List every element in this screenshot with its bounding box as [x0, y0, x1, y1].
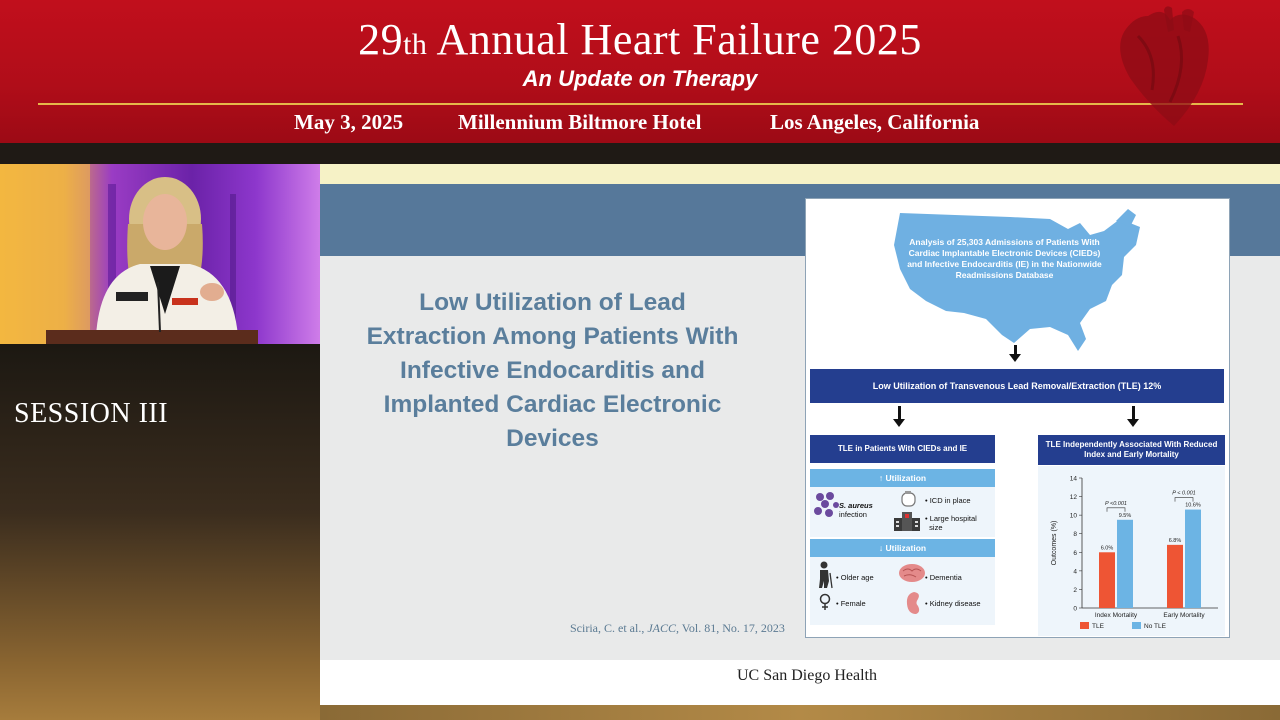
conference-location: Los Angeles, California — [770, 110, 980, 134]
citation-authors: Sciria, C. et al., — [570, 621, 648, 635]
y-tick-label: 4 — [1073, 568, 1077, 576]
bar — [1185, 510, 1201, 608]
conference-venue: Millennium Biltmore Hotel — [458, 110, 702, 134]
significance-bracket — [1107, 508, 1125, 512]
y-axis-label: Outcomes (%) — [1051, 520, 1058, 566]
bar — [1117, 520, 1133, 608]
slide-top-stripe — [320, 164, 1280, 184]
arrow-down-icon — [898, 406, 901, 420]
heart-logo-icon — [1108, 6, 1223, 131]
title-ordinal: th — [403, 28, 428, 61]
female-item: • Female — [836, 599, 866, 608]
tle-mortality-header: TLE Independently Associated With Reduced Index and Early Mortality — [1038, 435, 1225, 465]
session-label: SESSION III — [14, 398, 169, 429]
conference-subtitle: An Update on Therapy — [522, 66, 758, 91]
y-tick-label: 6 — [1073, 549, 1077, 557]
decreased-utilization-bar: ↓ Utilization — [810, 539, 995, 557]
study-population-text: Analysis of 25,303 Admissions of Patients With Cardiac Implantable Electronic Devices (CIEDs) and Infective Endocarditis (IE) in the Nationwide Readmissions Database — [907, 237, 1102, 280]
x-category-label: Index Mortality — [1094, 612, 1138, 619]
mortality-chart-panel — [1038, 466, 1225, 636]
slide-bottom-stripe — [320, 705, 1280, 720]
p-value-annotation: P <0.001 — [1105, 500, 1127, 507]
title-number: 29 — [358, 15, 404, 64]
p-value-annotation: P < 0.001 — [1172, 490, 1196, 497]
bar — [1099, 552, 1115, 608]
hospital-text-2: size — [929, 523, 943, 532]
y-tick-label: 14 — [1069, 475, 1077, 483]
s-aureus-item — [839, 501, 873, 519]
mortality-bar-chart — [1038, 466, 1225, 636]
speaker-image — [0, 164, 320, 344]
citation-journal: JACC, — [647, 621, 679, 635]
banner-divider — [38, 103, 1243, 105]
conference-title — [0, 14, 1280, 65]
y-tick-label: 0 — [1073, 605, 1077, 613]
slide-citation — [570, 621, 785, 636]
infection-text: infection — [839, 510, 867, 519]
tle-utilization-bar: Low Utilization of Transvenous Lead Removal/Extraction (TLE) 12% — [810, 369, 1224, 403]
increased-utilization-bar: ↑ Utilization — [810, 469, 995, 487]
hospital-icon — [892, 510, 922, 532]
conference-banner — [0, 0, 1280, 143]
conference-date: May 3, 2025 — [294, 110, 404, 134]
arrowhead-icon — [1009, 354, 1021, 362]
arrowhead-icon — [1127, 419, 1139, 427]
slide-title: Low Utilization of Lead Extraction Among Patients With Infective Endocarditis and Implanted Cardiac Electronic Devices — [366, 289, 739, 452]
title-rest: Annual Heart Failure 2025 — [436, 15, 922, 64]
y-tick-label: 2 — [1073, 586, 1077, 594]
tle-patients-header: TLE in Patients With CIEDs and IE — [810, 435, 995, 463]
bacteria-icon — [814, 491, 840, 519]
hospital-text-1: • Large hospital — [925, 514, 977, 523]
brain-icon — [898, 563, 926, 583]
citation-volume: Vol. 81, No. 17, 2023 — [679, 621, 785, 635]
s-aureus-text: S. aureus — [839, 501, 873, 510]
speaker-video — [0, 164, 320, 344]
y-tick-label: 12 — [1069, 494, 1077, 502]
legend-label: No TLE — [1144, 623, 1166, 630]
dementia-item: • Dementia — [925, 573, 962, 582]
y-tick-label: 10 — [1069, 512, 1077, 520]
legend-swatch — [1132, 622, 1141, 629]
presentation-slide — [320, 164, 1280, 720]
arrowhead-icon — [893, 419, 905, 427]
female-symbol-icon — [818, 593, 832, 611]
legend-swatch — [1080, 622, 1089, 629]
significance-bracket — [1175, 498, 1193, 502]
bar-value-label: 6.0% — [1100, 545, 1114, 552]
legend-label: TLE — [1092, 623, 1104, 630]
central-illustration — [805, 198, 1230, 638]
y-tick-label: 8 — [1073, 531, 1077, 539]
bar-value-label: 9.5% — [1118, 512, 1132, 519]
ucsd-health-logo: UC San Diego Health — [737, 667, 877, 684]
older-age-item: • Older age — [836, 573, 874, 582]
kidney-icon — [904, 590, 924, 616]
hospital-size-item — [925, 514, 977, 532]
kidney-disease-item: • Kidney disease — [925, 599, 981, 608]
bar — [1167, 545, 1183, 608]
x-category-label: Early Mortality — [1163, 612, 1205, 619]
older-person-icon — [816, 561, 834, 589]
bar-value-label: 10.6% — [1185, 502, 1201, 509]
banner-shadow-strip — [0, 143, 1280, 164]
icd-item: • ICD in place — [925, 496, 971, 505]
bar-value-label: 6.8% — [1168, 537, 1182, 544]
icd-device-icon — [900, 490, 918, 508]
arrow-down-icon — [1132, 406, 1135, 420]
